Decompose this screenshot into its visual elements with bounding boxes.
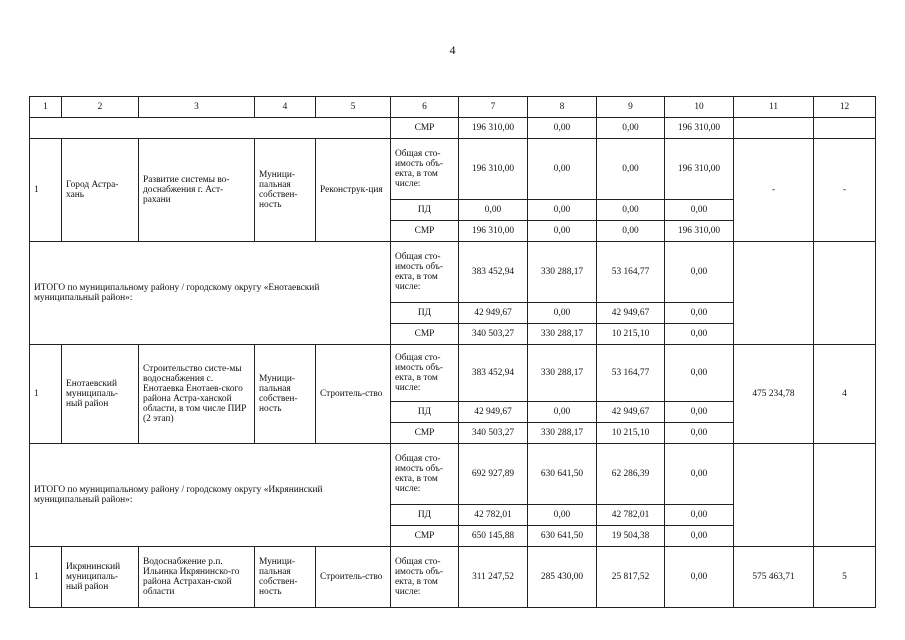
empty-cell bbox=[734, 444, 814, 547]
table-row bbox=[30, 118, 876, 139]
column-header: 5 bbox=[316, 97, 391, 118]
value-cell: 62 286,39 bbox=[597, 444, 665, 505]
cost-type-cell: Общая сто-имость объ-екта, в том числе: bbox=[391, 547, 459, 608]
value-cell: 340 503,27 bbox=[459, 423, 528, 444]
value-cell: 650 145,88 bbox=[459, 526, 528, 547]
value-cell: 0,00 bbox=[665, 303, 734, 324]
value-cell: 25 817,52 bbox=[597, 547, 665, 608]
value-cell: 0,00 bbox=[528, 221, 597, 242]
value-cell: 330 288,17 bbox=[528, 324, 597, 345]
value-cell: 42 949,67 bbox=[597, 303, 665, 324]
column-header: 8 bbox=[528, 97, 597, 118]
value-cell: 42 949,67 bbox=[597, 402, 665, 423]
value-cell: 5 bbox=[814, 547, 876, 608]
ownership-cell: Муници-пальная собствен-ность bbox=[255, 345, 316, 444]
value-cell: 196 310,00 bbox=[459, 139, 528, 200]
territory-cell: Енотаевский муниципаль-ный район bbox=[62, 345, 139, 444]
value-cell: 0,00 bbox=[665, 242, 734, 303]
value-cell: 311 247,52 bbox=[459, 547, 528, 608]
cost-type-cell: СМР bbox=[391, 526, 459, 547]
value-cell: 0,00 bbox=[528, 200, 597, 221]
empty-cell bbox=[814, 118, 876, 139]
column-number-row bbox=[30, 97, 876, 118]
ownership-cell: Муници-пальная собствен-ность bbox=[255, 547, 316, 608]
value-cell: 0,00 bbox=[665, 505, 734, 526]
empty-cell bbox=[734, 118, 814, 139]
value-cell: 630 641,50 bbox=[528, 526, 597, 547]
cost-type-cell: Общая сто-имость объ-екта, в том числе: bbox=[391, 242, 459, 303]
column-header: 4 bbox=[255, 97, 316, 118]
value-cell: 196 310,00 bbox=[665, 118, 734, 139]
value-cell: 42 782,01 bbox=[459, 505, 528, 526]
value-cell: 692 927,89 bbox=[459, 444, 528, 505]
value-cell: 0,00 bbox=[665, 402, 734, 423]
column-header: 11 bbox=[734, 97, 814, 118]
value-cell: 330 288,17 bbox=[528, 345, 597, 402]
value-cell: 0,00 bbox=[528, 118, 597, 139]
empty-cell bbox=[814, 444, 876, 547]
row-number-cell: 1 bbox=[30, 139, 62, 242]
work-type-cell: Строитель-ство bbox=[316, 345, 391, 444]
cost-type-cell: ПД bbox=[391, 303, 459, 324]
column-header: 10 bbox=[665, 97, 734, 118]
value-cell: 0,00 bbox=[528, 303, 597, 324]
column-header: 12 bbox=[814, 97, 876, 118]
value-cell: 0,00 bbox=[597, 139, 665, 200]
value-cell: 10 215,10 bbox=[597, 423, 665, 444]
table-row bbox=[30, 345, 876, 402]
cost-type-cell: СМР bbox=[391, 324, 459, 345]
value-cell: 42 949,67 bbox=[459, 303, 528, 324]
cost-type-cell: Общая сто-имость объ-екта, в том числе: bbox=[391, 139, 459, 200]
value-cell: 330 288,17 bbox=[528, 423, 597, 444]
value-cell: 575 463,71 bbox=[734, 547, 814, 608]
row-number-cell: 1 bbox=[30, 547, 62, 608]
value-cell: 475 234,78 bbox=[734, 345, 814, 444]
column-header: 9 bbox=[597, 97, 665, 118]
value-cell: 196 310,00 bbox=[459, 118, 528, 139]
value-cell: 0,00 bbox=[528, 139, 597, 200]
cost-type-cell: СМР bbox=[391, 221, 459, 242]
value-cell: 0,00 bbox=[597, 221, 665, 242]
empty-cell bbox=[30, 118, 391, 139]
work-type-cell: Строитель-ство bbox=[316, 547, 391, 608]
value-cell: 19 504,38 bbox=[597, 526, 665, 547]
empty-cell bbox=[734, 242, 814, 345]
value-cell: 0,00 bbox=[528, 505, 597, 526]
value-cell: 42 782,01 bbox=[597, 505, 665, 526]
table-row bbox=[30, 139, 876, 200]
value-cell: 0,00 bbox=[665, 547, 734, 608]
investment-table bbox=[29, 96, 876, 608]
territory-cell: Икрянинский муниципаль-ный район bbox=[62, 547, 139, 608]
territory-cell: Город Астра-хань bbox=[62, 139, 139, 242]
subtotal-label: ИТОГО по муниципальному району / городскому округу «Енотаевский муниципальный район»: bbox=[30, 242, 391, 345]
cost-type-cell: СМР bbox=[391, 118, 459, 139]
value-cell: 196 310,00 bbox=[459, 221, 528, 242]
cost-type-cell: ПД bbox=[391, 402, 459, 423]
value-cell: 0,00 bbox=[597, 118, 665, 139]
cost-type-cell: Общая сто-имость объ-екта, в том числе: bbox=[391, 444, 459, 505]
value-cell: 0,00 bbox=[665, 423, 734, 444]
value-cell: 53 164,77 bbox=[597, 242, 665, 303]
row-number-cell: 1 bbox=[30, 345, 62, 444]
cost-type-cell: ПД bbox=[391, 200, 459, 221]
empty-cell bbox=[814, 242, 876, 345]
value-cell: 4 bbox=[814, 345, 876, 444]
value-cell: 340 503,27 bbox=[459, 324, 528, 345]
table-row bbox=[30, 547, 876, 608]
column-header: 2 bbox=[62, 97, 139, 118]
value-cell: 196 310,00 bbox=[665, 221, 734, 242]
value-cell: 196 310,00 bbox=[665, 139, 734, 200]
value-cell: 0,00 bbox=[665, 526, 734, 547]
value-cell: - bbox=[734, 139, 814, 242]
value-cell: - bbox=[814, 139, 876, 242]
object-name-cell: Водоснабжение р.п. Ильинка Икрянинско-го района Астрахан-ской области bbox=[139, 547, 255, 608]
table-row bbox=[30, 242, 876, 303]
value-cell: 0,00 bbox=[665, 444, 734, 505]
object-name-cell: Строительство систе-мы водоснабжения с. Енотаевка Енотаев-ского района Астра-ханской области, в том числе ПИР (2 этап) bbox=[139, 345, 255, 444]
column-header: 3 bbox=[139, 97, 255, 118]
column-header: 7 bbox=[459, 97, 528, 118]
cost-type-cell: ПД bbox=[391, 505, 459, 526]
value-cell: 383 452,94 bbox=[459, 345, 528, 402]
page-number: 4 bbox=[449, 43, 456, 57]
cost-type-cell: Общая сто-имость объ-екта, в том числе: bbox=[391, 345, 459, 402]
ownership-cell: Муници-пальная собствен-ность bbox=[255, 139, 316, 242]
value-cell: 0,00 bbox=[528, 402, 597, 423]
column-header: 6 bbox=[391, 97, 459, 118]
value-cell: 53 164,77 bbox=[597, 345, 665, 402]
cost-type-cell: СМР bbox=[391, 423, 459, 444]
value-cell: 0,00 bbox=[665, 200, 734, 221]
subtotal-label: ИТОГО по муниципальному району / городскому округу «Икрянинский муниципальный район»: bbox=[30, 444, 391, 547]
value-cell: 330 288,17 bbox=[528, 242, 597, 303]
value-cell: 285 430,00 bbox=[528, 547, 597, 608]
object-name-cell: Развитие системы во-доснабжения г. Аст-рахани bbox=[139, 139, 255, 242]
value-cell: 383 452,94 bbox=[459, 242, 528, 303]
value-cell: 42 949,67 bbox=[459, 402, 528, 423]
work-type-cell: Реконструк-ция bbox=[316, 139, 391, 242]
value-cell: 0,00 bbox=[459, 200, 528, 221]
value-cell: 0,00 bbox=[665, 345, 734, 402]
value-cell: 10 215,10 bbox=[597, 324, 665, 345]
value-cell: 0,00 bbox=[665, 324, 734, 345]
value-cell: 0,00 bbox=[597, 200, 665, 221]
table-row bbox=[30, 444, 876, 505]
column-header: 1 bbox=[30, 97, 62, 118]
value-cell: 630 641,50 bbox=[528, 444, 597, 505]
